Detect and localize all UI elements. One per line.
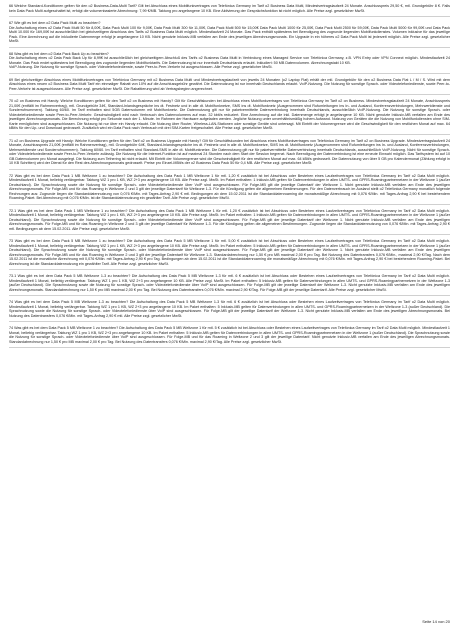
terms-entry: [9, 237, 450, 270]
entry-body: [9, 239, 450, 266]
entry-body: [9, 26, 450, 44]
entry-body: [9, 78, 450, 92]
entry-heading: 68 Was gibt es bei dem o2 Data Pack Back Up zu beachten?: [9, 51, 109, 56]
terms-entry: [9, 172, 450, 205]
terms-entry: [9, 298, 450, 322]
entry-paragraph: 74 Was gibt es bei dem Data Pack 5 MB Weltzone 1-3 zu beachten? Die Aufschaltung des Data Pack 5 MB Weltzone 1-3 für mtl. 6 € zusätzlich ist bei Abschluss oder Bestehen eines Laufzeitvertrages von Telefónica Germany im Tarif o2 Data Multi möglich. Mindestlaufzeit 1 Monat, beliebig verlängerbar. Taktung WZ 1 pro 1 KB, WZ 2+3 pro angefangene 10 KB. Im Paket enthalten: 5 Inklusiv-MB gelten für Datenverbindungen in allen UMTS- und GPRS-Roamingpartnernetzen in der Weltzone 1-3 (außer Deutschland). Die Sprachnutzung sowie die Nutzung für sonstige Sprach- oder Videotelefoniedienste über VoIP sind ausgeschlossen. Für Folge-MB gilt der jeweilige Datentarif der Weltzone 1-3. Nicht genutzte Inklusiv-MB verfallen am Ende des jeweiligen Abrechnungsmonats. Bei Nutzung des Datentransfers 0,076 €/Min. mit Tages-Anfrag 2,90 € mtl. Alle Preise zzgl. gesetzlicher MwSt.: [9, 300, 450, 318]
entry-paragraph: 74 Was gibt es bei dem Data Pack 5 MB Weltzone 1 zu beachten? Die Aufschaltung des Data Pack 5 MB Weltzone 1 für mtl. 5 € zusätzlich ist bei Abschluss oder Bestehen eines Laufzeitvertrages von Telefónica Germany im Tarif o2 Data Multi möglich. Mindestlaufzeit 1 Monat, beliebig verlängerbar. Taktung WZ 1 pro 1 KB, WZ 2+3 pro angefangene 10 KB. Im Paket enthalten: 5 Inklusiv-MB gelten für Datenverbindungen in allen UMTS- und GPRS-Roamingpartnernetzen in der Weltzone 1 (außer Deutschland). Die Sprachnutzung sowie die Nutzung für sonstige Sprach- oder Videotelefoniedienste über VoIP sind ausgeschlossen. Für Folge-MB und für das Roaming in Weltzone 2 und 3 gilt der jeweilige Datentarif. Nicht genutzte Inklusiv-MB verfallen am Ende des jeweiligen Abrechnungsmonats. Standardabrechnung nur 1,50 € pro MB maximal 2,00 € pro Tag. Bei Nutzung des Datentransfers 0,076 €/Min. maximal 2,90 €/Tag. Alle Preise zzgl. gesetzlicher MwSt.: [9, 326, 450, 344]
entry-paragraph: Die Aufschaltung eines o2 Data Pack Back Up für 8,99€ ist ausschließlich bei gleichzeitigem Abschluß des Tarifs o2 Business Data Multi in Verbindung eines Managed Service von Telefónica Germany, z.B. VPN Entry oder VPN Connect möglich. Mindestlaufzeit 24 Monate. Das Pack endet spätestens bei Beendigung des zugrunde liegenden Mobilfunktarifs. Die Datennutzung ist nur innerhalb Deutschlands erlaubt. Inkludiert: 50 MB Datenvolumen. Abrechnungstakt 10 KB.: [9, 56, 450, 65]
entry-paragraph: 69 Bei gleichzeitiger Abschluss eines Mobilfunkvertrages von Telefónica Germany mit o2 Business Data Multi und Mindestvertragslaufzeit von jeweils 24 Monaten (o2 Laptop Flat) erhält der mtl. Grundgebühr für den o2 Business Data Flat L / M / S. Wird mit dem Abschluss eines neuen o2 Business Data Multi Tarif ein einmaliger Rabatt von 10% auf die Anschlussgebühr gewährt. Die Datennutzung ist nur innerhalb Deutschlands erlaubt. VoIP-Nutzung. Die Nutzung für sonstige Sprach- oder Videotelefoniedienste, sowie Peer-to-Peer-Verkehr ist ausgeschlossen. Alle Preise zzgl. gesetzlicher MwSt. Die Rabattierung wird ab Vertragsbeginn angerechnet.: [9, 77, 450, 91]
entry-body: [9, 99, 450, 131]
entry-heading: 67 Wie gilt es bei dem o2 Data Pack Multi zu beachten?: [9, 21, 101, 25]
terms-entry: [9, 324, 450, 348]
terms-entry: [9, 272, 450, 296]
entry-paragraph: 70 o2 on Business mit Handy: Welche Konditionen gelten für den Tarif o2 on Business mit Handy? Gilt für Geschäftskunden bei Abschluss eines Mobilfunkvertrages von Telefónica Germany im Tarif o2 on Business. Mindestvertragslaufzeit 24 Monate, Anschlusspreis 21,00€ (entfällt im Rahmenvertrag), mtl. Grundgebühr 34€, Standard-Inlandsgespräche ins dt. Festnetz und in alle dt. Mobilfunknetze, SMS ins dt. Mobilfunknetz (Ausgenommen sind Rufumleitungen ins In- und Ausland, Konferenzverbindungen, Mehrwertdienste und Sonderrufnummern). Taktung 60/60. Im Tarif enthalten sind 5GB Datenvolumen mit Mobilfunknetz. Die Datennutzung gilt nur für paketvermittelte Datenverbindung innerhalb Deutschlands, ausschließlich VoIP-Nutzung. Die Nutzung für sonstige Sprach- oder Videotelefoniedienste sowie Peer-to-Peer-Verkehr. Geschwindigkeit wird nach Verbrauch des Datenvolumens auf max. 32 kbit/s reduziert. Eine Anrechnung auf die inkl. Datenmenge erfolgt je angefangene 10 KB. Nicht genutzte Inklusiv-MB verfallen am Ende des jeweiligen Abrechnungsmonats. Die Berechnung erfolgt pro Sekunde nach der 1. Minute. Im Rahmen der Hardware aufgeladen werden. Jegliche Nutzung unter unverhältnismäßig hohem Aufwand. Nutzung von Geräten die die Nutzung von Mobilfunkdiensten ohne SIM-Karte ermöglichen sind ausgeschlossen. Die Nutzung ist nur über ein Handy erlaubt. Die Nutzung über Router, Wireless-LAN-Stationen oder sonstige Geräte sind untersagt. Mit Eintritt der Volumengrenze wird die Geschwindigkeit für den restlichen Monat auf max. 64 kBit/s für den Up- und Download gedrosselt. Zusätzlich wird ein Data Pack nach Verbrauch mit drei SIM-Karten freigeschaltet. Alle Preise zzgl. gesetzlicher MwSt.: [9, 99, 450, 130]
entry-body: [9, 274, 450, 292]
entry-paragraph: 72 Was gibt es bei dem Data Pack 1 MB Weltzone 1 zu beachten? Die Aufschaltung des Data Pack 1 MB Weltzone 1 für mtl. 1,20 € zusätzlich ist bei Abschluss oder Bestehen eines Laufzeitvertrages von Telefónica Germany im Tarif o2 Data Multi möglich. Mindestlaufzeit 1 Monat, beliebig verlängerbar. Taktung WZ 1 pro 1 KB, WZ 2+3 pro angefangene 10 KB. Alle Preise zzgl. MwSt. Im Paket enthalten: 1 Inklusiv-MB gelten für Datenverbindungen in allen UMTS- und GPRS-Roamingpartnernetzen in der Weltzone 1 (außer Deutschland). Die Sprachnutzung sowie die Nutzung für sonstige Sprach- oder Videotelefoniedienste über VoIP sind ausgeschlossen. Für Folge-MB gilt die jeweilige Datentarif der Weltzone 1. Nicht genutzte Inklusiv-MB verfallen am Ende des jeweiligen Abrechnungsmonats. Für Folge-MB und für das Roaming in Weltzone 2 und 3 gilt der jeweilige Datentarif für Weltzone 1-3. Für die Kündigung gelten die allgemeinen Bestimmungen. Für den Datenverbrauch im Ausland stellt o2 Telefónica Germany monatlich folgende Rechnungen aus: Zugrunde liegen die Standarddatennutzung von 0,076 €/Min. mit Tages-Anfrag 2,90 € mtl. Bedingungen ab dem 15.02.2011 ist die Standarddatenroaming die monatsmäßige Abrechnung mit 0,076 €/Min. mit Tages-Anfrag 2,90 € bei bestehendem Roaming-Paket. Bei Abrechnung mit 0,076 €/Min. ist die Standarddatennutzung ein gewählter Tarif. Alle Preise zzgl. gesetzlicher MwSt.: [9, 173, 450, 200]
terms-entry: [9, 97, 450, 135]
entry-paragraph: 72.1 Was gibt es bei dem Data Pack 1 MB Weltzone 1 zu beachten? Die Aufschaltung des Data Pack 1 MB Weltzone 1 für mtl. 1,20 € zusätzlich ist bei Abschluss oder Bestehen eines Laufzeitvertrages von Telefónica Germany im Tarif o2 Data Multi möglich. Mindestlaufzeit 1 Monat, beliebig verlängerbar. Taktung WZ 1 pro 1 KB, WZ 2+3 pro angefangene 10 KB. Alle Preise zzgl. MwSt. Im Paket enthalten: 1 Inklusiv-MB gelten für Datenverbindungen in allen UMTS- und GPRS-Roamingpartnernetzen in der Weltzone 1 (außer Deutschland). Die Sprachnutzung sowie die Nutzung für sonstige Sprach- oder Videotelefoniedienste über VoIP sind ausgeschlossen. Für Folge-MB gilt der jeweilige Datentarif der Weltzone 1. Nicht genutzte Inklusiv-MB verfallen am Ende des jeweiligen Abrechnungsmonats. Für Folge-MB und für das Roaming in Weltzone 2 und 3 gilt der jeweilige Datentarif für Weltzone 1-3. Für die Kündigung gelten die allgemeinen Bestimmungen. Zugrunde liegen die Standarddatennutzung von 0,076 €/Min. mit Tages-Anfrag 2,90 € mtl. Bedingungen ab dem 15.02.2011. Alle Preise zzgl. gesetzlicher MwSt.: [9, 208, 450, 231]
page-number: Seite 14 von 20: [422, 619, 450, 624]
entry-body: [9, 174, 450, 201]
terms-entry: [9, 207, 450, 236]
terms-list: [9, 4, 450, 348]
terms-entry: [9, 50, 450, 74]
terms-entry: [9, 19, 450, 48]
entry-body: [9, 4, 450, 13]
entry-paragraph: 73.1 Was gibt es bei dem Data Pack 5 MB Weltzone 1-3 zu beachten? Die Aufschaltung des Data Pack 5 MB Weltzone 1-3 für mtl. 6 € zusätzlich ist bei Abschluss oder Bestehen eines Laufzeitvertrages von Telefónica Germany im Tarif o2 Data Multi möglich. Mindestlaufzeit 1 Monat, beliebig verlängerbar. Taktung WZ 1 pro 1 KB, WZ 2+3 pro angefangene 10 KB. Alle Preise zzgl. MwSt. Im Paket enthalten: 5 Inklusiv-MB gelten für Datenverbindungen in allen UMTS- und GPRS-Roamingpartnernetzen in der Weltzone 1-3 (außer Deutschland). Die Sprachnutzung sowie die Nutzung für sonstige Sprach- oder Videotelefoniedienste über VoIP sind ausgeschlossen. Für Folge-MB gilt der jeweilige Datentarif der Weltzone 1-3. Nicht genutzte Inklusiv-MB verfallen am Ende des jeweiligen Abrechnungsmonats. Standardabrechnung nur 1,50 € pro MB maximal 2,00 € pro Tag. Bei Nutzung des Datentransfers 0,076 €/Min. maximal 2,90 €/Tag. Für Folge-MB gilt der jeweilige Datentarif. Alle Preise zzgl. gesetzlicher MwSt.: [9, 274, 450, 292]
entry-body: [9, 300, 450, 318]
entry-paragraph: VoIP-Nutzung. Die Nutzung für sonstige Sprach- oder Videotelefoniedienste, sowie Peer-to-Peer-Verkehr ist ausgeschlossen. Alle Preise zzgl. gesetzlicher MwSt.: [9, 65, 273, 69]
entry-paragraph: 73 Was gibt es bei dem Data Pack 5 MB Weltzone 1 zu beachten? Die Aufschaltung des Data Pack 5 MB Weltzone 1 für mtl. 5,00 € zusätzlich ist bei Abschluss oder Bestehen eines Laufzeitvertrages von Telefónica Germany im Tarif o2 Data Multi möglich. Mindestlaufzeit 1 Monat, beliebig verlängerbar. Taktung WZ 1 pro 1 KB, WZ 2+3 pro angefangene 10 KB. Alle Preise zzgl. MwSt. Im Paket enthalten: 5 Inklusiv-MB gelten für Datenverbindungen in allen UMTS- und GPRS-Roamingpartnernetzen in der Weltzone 1 (außer Deutschland). Die Sprachnutzung sowie die Nutzung für sonstige Sprach- oder Videotelefoniedienste über VoIP sind ausgeschlossen. Für Folge-MB gilt der jeweilige Datentarif der Weltzone 1. Nicht genutzte Inklusiv-MB verfallen am Ende des jeweiligen Abrechnungsmonats. Für Folge-MB und für das Roaming in Weltzone 2 und 3 gilt der jeweilige Datentarif für Weltzone 1-3. Standardabrechnung nur 1,50 € pro MB maximal 2,00 € pro Tag. Bei Nutzung des Datentransfers 0,076 €/Min., maximal 2,90 €/Tag. Nach dem 15.02.2011 ist die monatliche Abrechnung mit 0,076 €/Min. mit Tages-Anfrag 2,90 € pro Tag. Bedingungen ab dem 15.02.2011 ist die Standarddatenroaming die monatsmäßige Abrechnung mit 0,076 €/Min. mit Tages-Anfrag 2,90 € bei bestehendem Roaming-Paket. Bei Abrechnung ist die Standarddatennutzung ein gewählter Tarif. Alle Preise zzgl. gesetzlicher MwSt.: [9, 239, 450, 266]
entry-paragraph: 66 Welche Standard-Konditionen gelten für den o2 Business-Data-Multi Tarif? Gilt bei Abschluss eines Mobilfunkvertrages von Telefónica Germany im Tarif o2 Business Data Multi, Mindestvertragslaufzeit 24 Monate. Anschlusspreis 29,50 €, mtl. Grundgebühr 8 €. Falls kein Data Pack Multi aufgeschaltet ist, erfolgt die volumenbasierte Abrechnung: 7,99 €/MB. Taktung pro angefangene 10 KB. Eine Aktivierung der Gesprächsfunktion ist nicht möglich. Alle Preise zzgl. gesetzlicher MwSt.: [9, 4, 450, 13]
entry-body: [9, 209, 450, 232]
entry-paragraph: 71 o2 on Business Upgrade mit Handy: Welche Konditionen gelten für den Tarif o2 on Business Upgrade mit Handy? Gilt für Geschäftskunden bei Abschluss eines Mobilfunkvertrages von Telefónica Germany im Tarif o2 on Business Upgrade. Mindestvertragslaufzeit 24 Monate, Anschlusspreis 21,00€ (entfällt im Rahmenvertrag), mtl. Grundgebühr 64€, Standard-Inlandsgespräche ins dt. Festnetz und in alle dt. Mobilfunknetze, SMS ins dt. Mobilfunknetz (Ausgenommen sind Rufumleitungen ins In- und Ausland, Konferenzverbindungen, Mehrwertdienste und Sonderrufnummern). Taktung 60/60. Im Tarif enthalten sind Standard-SMS in alle dt. Mobilfunknetze. Die Datennutzung gilt nur für paketvermittelte Datenverbindung innerhalb Deutschlands, ausschließlich VoIP-Nutzung. Nicht für sonstige Sprach- oder Videotelefoniedienste sowie Peer-to-Peer-Verkehr zulässig. Die Nutzung für die Internet-Funktion ist auf maximal 24 Stunden nach dem Start der Session begrenzt. Nach Beendigung der Datenverbindung ist eine erneute Einwahl möglich. Das Tarifsystem ist auf 10 GB Datenvolumen pro Monat ausgelegt. Die Nutzung zum Tethering ist nicht erlaubt. Mit Eintritt der Volumengrenze wird die Geschwindigkeit für den restlichen Monat auf max. 64 kBit/s gedrosselt. Die Datennutzung von über 5 GB pro Kalendermonat (Zählung erfolgt in 10 KB Schritten) wird der Dienst für den Rest des Abrechnungsmonats gedrosselt. Preise pro Einzel-MBit/s der o2 Business Data Pack 50 für 0,4 MB. Alle Preise zzgl. gesetzlicher MwSt.: [9, 138, 450, 165]
terms-entry: [9, 4, 450, 17]
terms-entry: [9, 76, 450, 96]
entry-body: [9, 139, 450, 166]
entry-body: [9, 56, 450, 70]
terms-entry: [9, 137, 450, 170]
entry-body: [9, 326, 450, 344]
entry-paragraph: Die Aufschaltung eines o2 Data Pack Multi 50 für 8,00€, Data Pack Multi 100 für 9,00€, Data Pack Multi 300 für 11,00€, Data Pack Multi 500 für 15,00€ Data Pack Multi 1000 für 25,00€, Data Pack Multi 2500 für 59,00€, Data Pack Multi 5000 für 99,00€ und Data Pack Multi 10.000 für 169,00€ ist ausschließlich bei gleichzeitigem Abschluss des Tarifs o2 Business Data Multi möglich. Mindestlaufzeit 24 Monate. Das Pack enthält spätestens bei Beendigung des zugrunde liegenden Mobilfunkdienstes. Volumen inklusive für das jeweilige Pack. Eine Anrechnung auf die inkludierte Datenmenge erfolgt je angefangene 10 KB. Nicht genutzte Inklusiv-MB verfallen am Ende des jeweiligen Abrechnungsmonats. Ein Upgrade in ein höheres o2 Data Pack Multi ist jederzeit möglich. Alle Preise zzgl. gesetzlicher MwSt.: [9, 25, 450, 43]
